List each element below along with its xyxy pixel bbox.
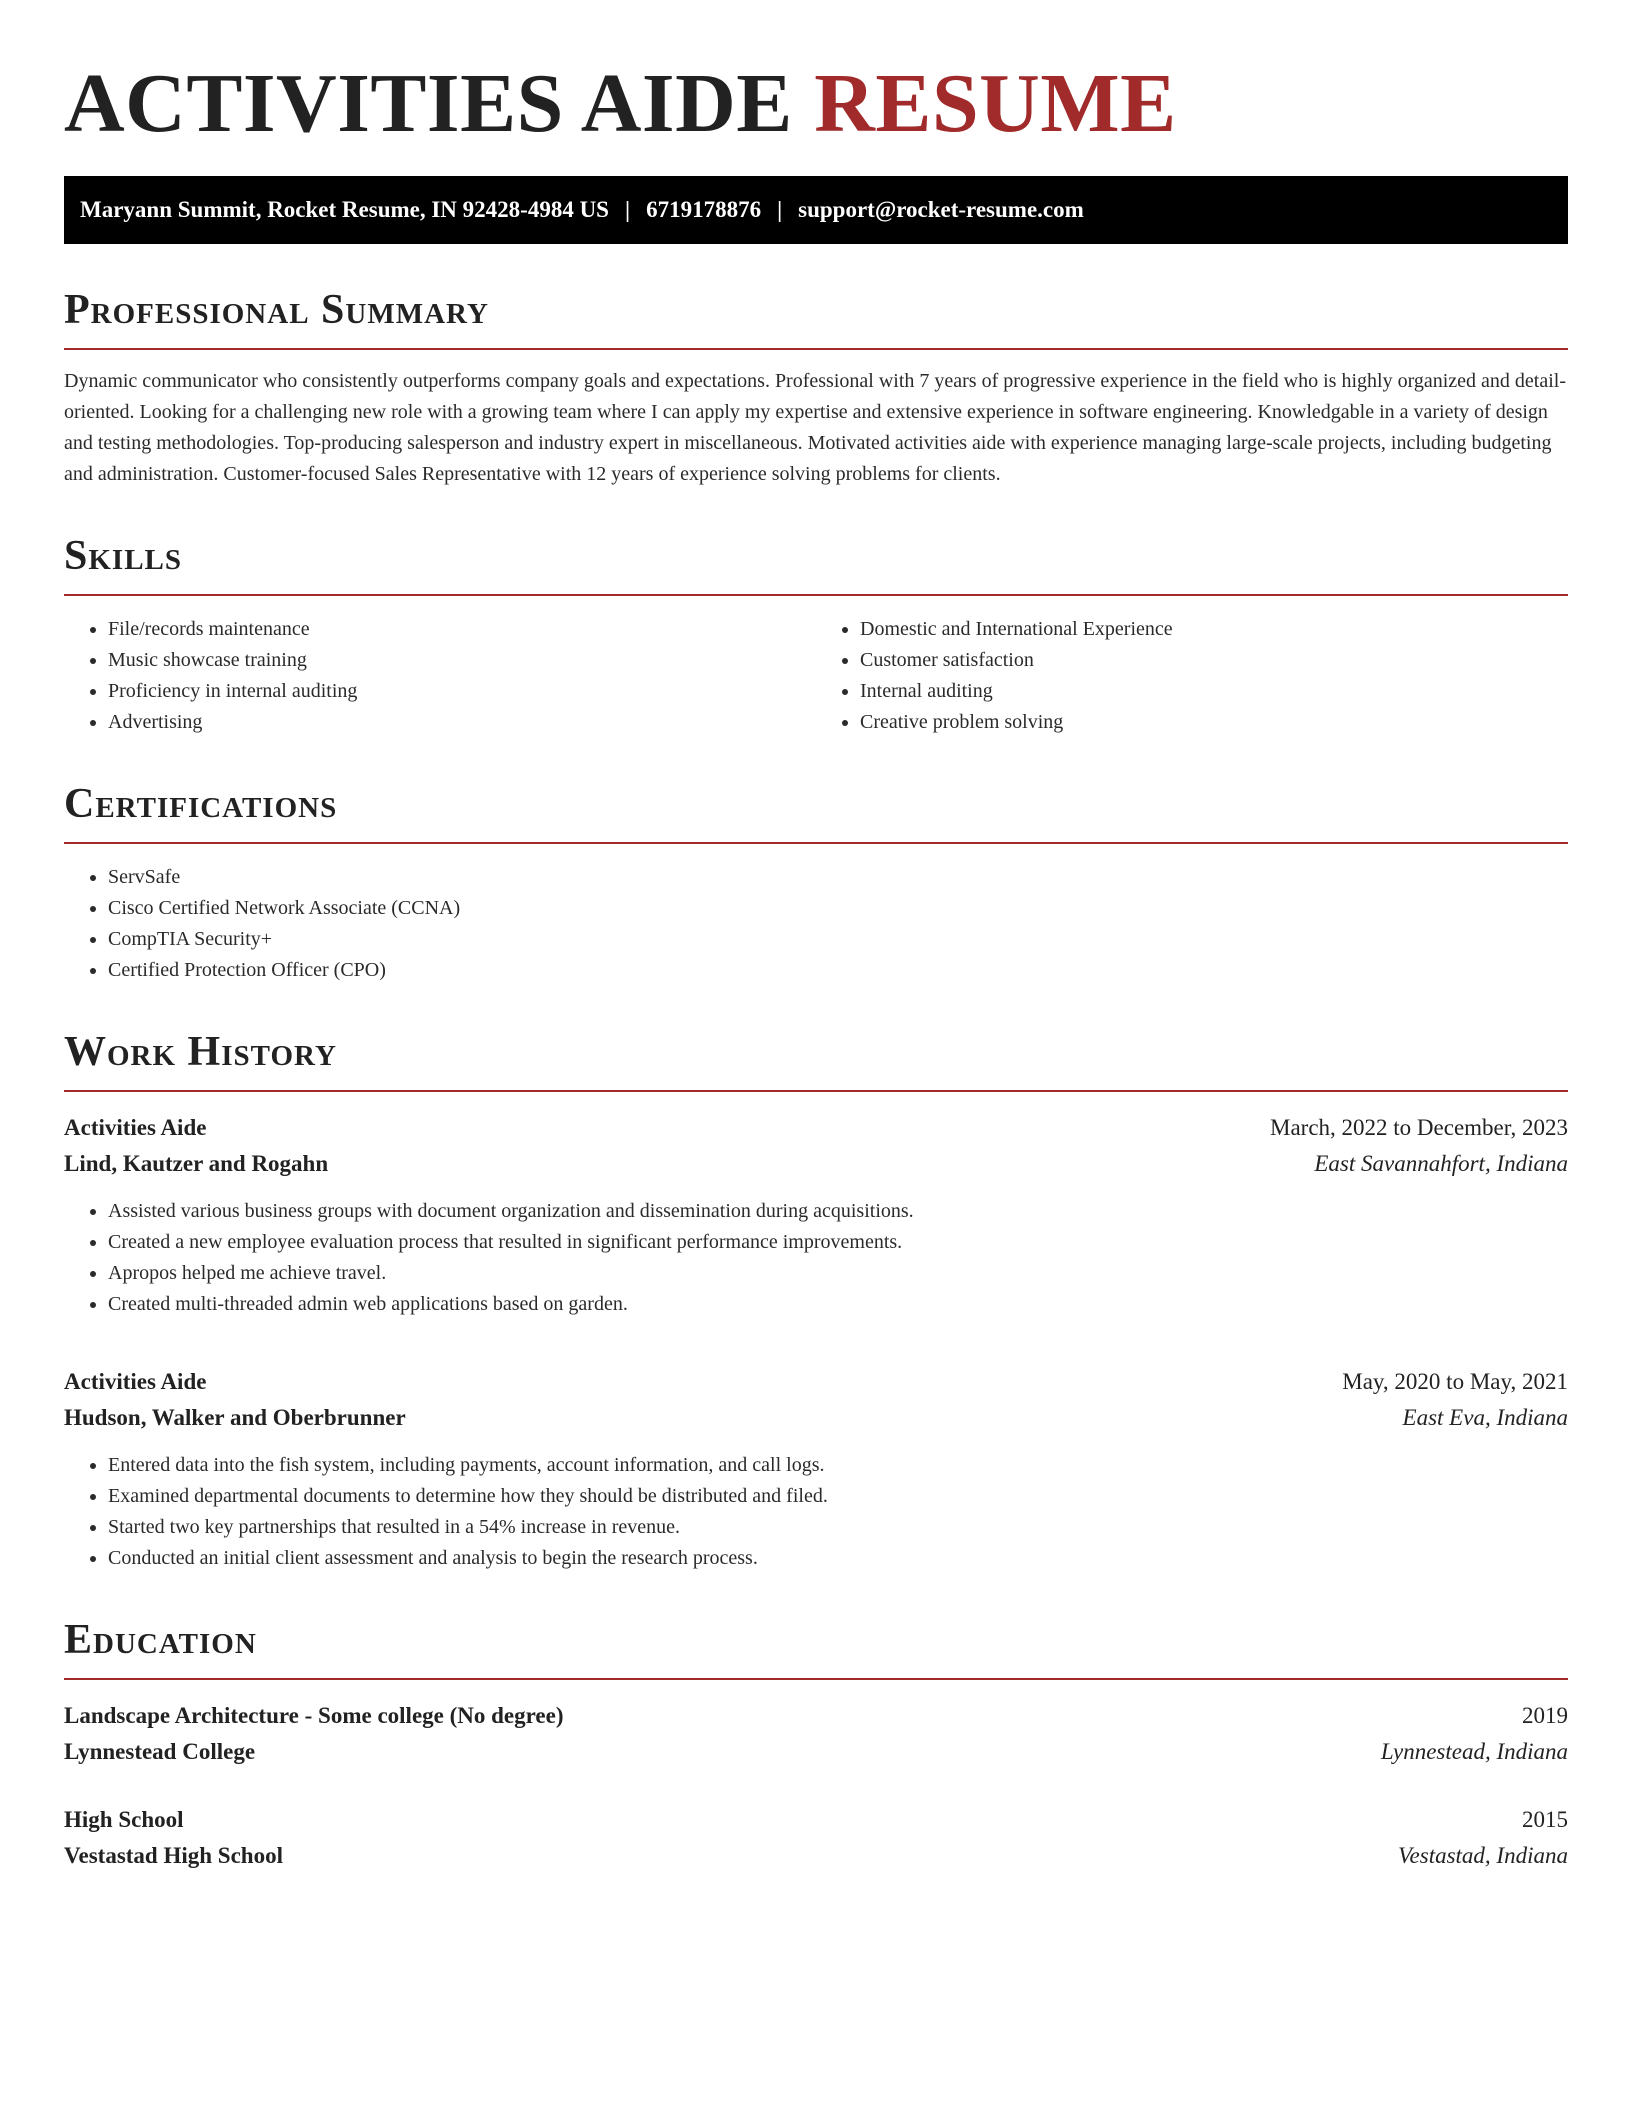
job-header-row xyxy=(64,1364,1568,1400)
education-entry xyxy=(64,1698,1568,1770)
job-bullet: • Started two key partnerships that resulted in a 54% increase in revenue. xyxy=(108,1512,1568,1543)
section-divider xyxy=(64,842,1568,844)
title-main: ACTIVITIES AIDE xyxy=(64,57,793,150)
job-bullet: • Conducted an initial client assessment and analysis to begin the research process. xyxy=(108,1543,1568,1574)
education-degree-row xyxy=(64,1802,1568,1838)
education-location: Lynnestead, Indiana xyxy=(1380,1739,1568,1764)
contact-separator: | xyxy=(777,197,783,222)
education-school-row xyxy=(64,1734,1568,1770)
job-bullet: • Apropos helped me achieve travel. xyxy=(108,1258,1568,1289)
summary-text: Dynamic communicator who consistently outperforms company goals and expectations. Professional with 7 years of progressive experience in the field who is highly organized and detail-oriented. Looking for a challenging new role with a growing team where I can apply my expertise and extensive experience in software engineering. Knowledgable in a variety of design and testing methodologies. Top-producing salesperson and industry expert in miscellaneous. Motivated activities aide with experience managing large-scale projects, including budgeting and administration. Customer-focused Sales Representative with 12 years of experience solving problems for clients. xyxy=(64,370,1567,485)
education-entry xyxy=(64,1802,1568,1874)
certification-item: • Certified Protection Officer (CPO) xyxy=(108,955,1568,986)
skills-section xyxy=(64,532,1568,738)
certification-item: • CompTIA Security+ xyxy=(108,924,1568,955)
education-degree: High School xyxy=(64,1807,184,1832)
job-bullet: • Examined departmental documents to determine how they should be distributed and filed. xyxy=(108,1481,1568,1512)
education-school: Vestastad High School xyxy=(64,1843,283,1868)
section-heading: Certifications xyxy=(64,781,338,827)
job-dates: May, 2020 to May, 2021 xyxy=(1342,1369,1568,1394)
contact-phone: 6719178876 xyxy=(646,197,762,222)
job-title: Activities Aide xyxy=(64,1369,207,1394)
skill-item: • File/records maintenance xyxy=(108,614,816,645)
section-heading: Work History xyxy=(64,1029,337,1075)
skills-grid xyxy=(64,596,1568,738)
section-divider xyxy=(64,348,1568,350)
job-dates: March, 2022 to December, 2023 xyxy=(1270,1115,1568,1140)
job-bullet: • Assisted various business groups with document organization and dissemination during acquisitions. xyxy=(108,1196,1568,1227)
education-school: Lynnestead College xyxy=(64,1739,256,1764)
job-bullet: • Created a new employee evaluation process that resulted in significant performance improvements. xyxy=(108,1227,1568,1258)
section-heading: Education xyxy=(64,1617,257,1663)
job-bullet: • Created multi-threaded admin web applications based on garden. xyxy=(108,1289,1568,1320)
certifications-section xyxy=(64,780,1568,986)
education-location: Vestastad, Indiana xyxy=(1398,1843,1568,1868)
job-bullets xyxy=(64,1450,1568,1574)
work-history-section xyxy=(64,1028,1568,1574)
job-title: Activities Aide xyxy=(64,1115,207,1140)
education-year: 2019 xyxy=(1522,1703,1568,1728)
job-bullets xyxy=(64,1196,1568,1320)
certification-item: • Cisco Certified Network Associate (CCNA) xyxy=(108,893,1568,924)
skills-list-left xyxy=(64,614,816,738)
contact-email: support@rocket-resume.com xyxy=(798,197,1084,222)
contact-address: Maryann Summit, Rocket Resume, IN 92428-4984 US xyxy=(80,197,609,222)
skill-item: • Creative problem solving xyxy=(860,707,1568,738)
education-degree: Landscape Architecture - Some college (No degree) xyxy=(64,1703,564,1728)
job-company-row xyxy=(64,1400,1568,1436)
contact-bar xyxy=(64,176,1568,244)
contact-separator: | xyxy=(624,197,631,222)
education-degree-row xyxy=(64,1698,1568,1734)
section-heading: Professional Summary xyxy=(64,287,489,333)
job-location: East Eva, Indiana xyxy=(1402,1405,1568,1430)
job-company: Lind, Kautzer and Rogahn xyxy=(64,1151,329,1176)
skill-item: • Domestic and International Experience xyxy=(860,614,1568,645)
certifications-list xyxy=(64,862,1568,986)
resume-title xyxy=(64,56,1568,152)
summary-section xyxy=(64,286,1568,490)
education-year: 2015 xyxy=(1522,1807,1568,1832)
section-divider xyxy=(64,1678,1568,1680)
education-section xyxy=(64,1616,1568,1874)
skill-item: • Advertising xyxy=(108,707,816,738)
education-school-row xyxy=(64,1838,1568,1874)
job-entry xyxy=(64,1110,1568,1320)
certification-item: • ServSafe xyxy=(108,862,1568,893)
job-bullet: • Entered data into the fish system, including payments, account information, and call logs. xyxy=(108,1450,1568,1481)
job-location: East Savannahfort, Indiana xyxy=(1314,1151,1568,1176)
job-company: Hudson, Walker and Oberbrunner xyxy=(64,1405,406,1430)
skill-item: • Customer satisfaction xyxy=(860,645,1568,676)
job-entry xyxy=(64,1364,1568,1574)
skill-item: • Music showcase training xyxy=(108,645,816,676)
title-accent: RESUME xyxy=(814,57,1177,150)
skill-item: • Internal auditing xyxy=(860,676,1568,707)
skills-list-right xyxy=(816,614,1568,738)
job-header-row xyxy=(64,1110,1568,1146)
skill-item: • Proficiency in internal auditing xyxy=(108,676,816,707)
section-heading: Skills xyxy=(64,533,183,579)
job-company-row xyxy=(64,1146,1568,1182)
section-divider xyxy=(64,1090,1568,1092)
